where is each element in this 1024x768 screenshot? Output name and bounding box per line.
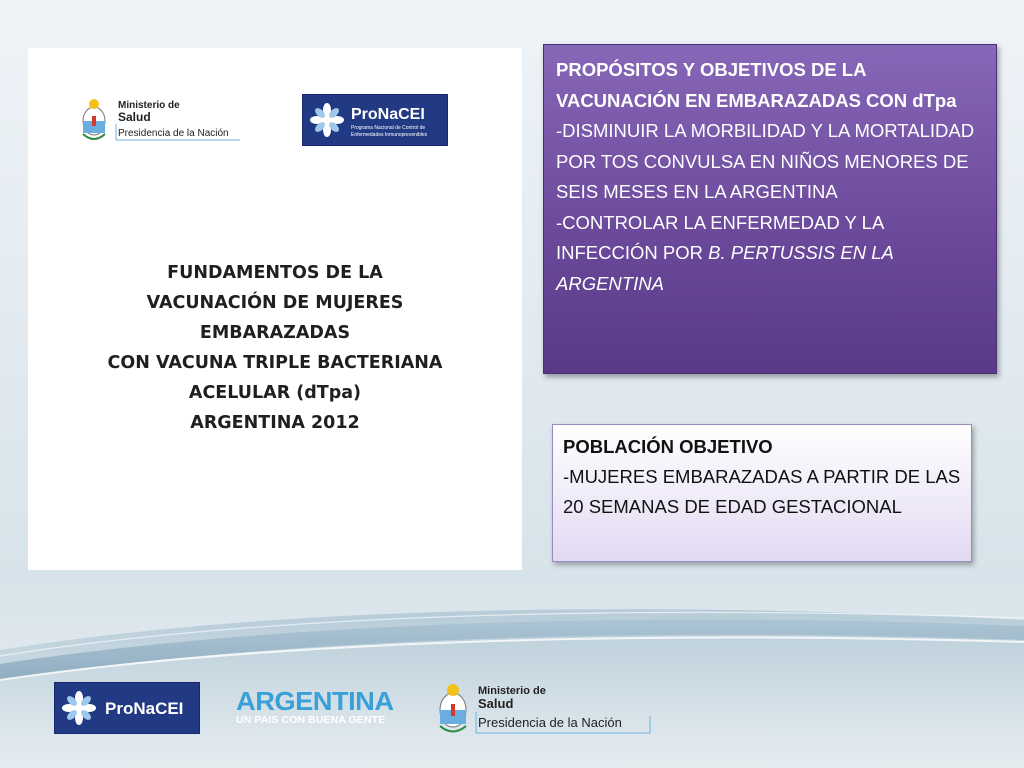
ministry-logo-line3: Presidencia de la Nación bbox=[118, 128, 229, 139]
footer-ministry-line2: Salud bbox=[478, 696, 514, 711]
pronacei-sub2: Enfermedades Inmunoprevenibles bbox=[351, 132, 428, 138]
argentina-logo bbox=[236, 688, 406, 730]
document-title-line: ACELULAR (dTpa) bbox=[188, 383, 362, 403]
flower-icon bbox=[310, 103, 344, 137]
objective-item bbox=[556, 208, 986, 300]
objectives-box bbox=[543, 44, 997, 374]
flower-icon bbox=[62, 691, 96, 725]
argentina-tagline: UN PAIS CON BUENA GENTE bbox=[236, 714, 386, 726]
pronacei-sub1: Programa Nacional de Control de bbox=[351, 125, 426, 131]
ministry-logo bbox=[80, 94, 250, 146]
document-title-line: VACUNACIÓN DE MUJERES bbox=[146, 293, 404, 313]
population-text: -MUJERES EMBARAZADAS A PARTIR DE LAS 20 SEMANAS DE EDAD GESTACIONAL bbox=[563, 466, 961, 517]
document-title-line: FUNDAMENTOS DE LA bbox=[167, 263, 383, 283]
objectives-heading: PROPÓSITOS Y OBJETIVOS DE LA VACUNACIÓN EN EMBARAZADAS CON dTpa bbox=[556, 59, 957, 111]
footer-pronacei-logo bbox=[54, 682, 200, 734]
document-title-line: CON VACUNA TRIPLE BACTERIANA bbox=[107, 353, 443, 373]
coat-of-arms-icon bbox=[83, 99, 105, 139]
footer-pronacei-name: ProNaCEI bbox=[105, 699, 184, 718]
pronacei-logo bbox=[302, 94, 448, 146]
footer-ministry-line1: Ministerio de bbox=[478, 685, 546, 697]
population-box bbox=[552, 424, 972, 562]
argentina-wordmark: ARGENTINA bbox=[236, 686, 394, 716]
objective-item: -DISMINUIR LA MORBILIDAD Y LA MORTALIDAD POR TOS CONVULSA EN NIÑOS MENORES DE SEIS MESES EN LA ARGENTINA bbox=[556, 120, 975, 202]
footer-ministry-logo bbox=[436, 680, 652, 738]
document-title bbox=[48, 258, 502, 438]
objective-item-italic: B. PERTUSSIS EN LA ARGENTINA bbox=[556, 242, 894, 294]
population-heading: POBLACIÓN OBJETIVO bbox=[563, 436, 773, 457]
pronacei-name: ProNaCEI bbox=[351, 106, 425, 123]
document-title-line: EMBARAZADAS bbox=[199, 323, 351, 343]
document-title-line: ARGENTINA 2012 bbox=[190, 413, 360, 433]
footer-ministry-line3: Presidencia de la Nación bbox=[478, 715, 622, 730]
ministry-logo-line1: Ministerio de bbox=[118, 100, 180, 111]
coat-of-arms-icon bbox=[440, 684, 466, 732]
ministry-logo-line2: Salud bbox=[118, 110, 151, 124]
objective-item-text: -CONTROLAR LA ENFERMEDAD Y LA INFECCIÓN POR bbox=[556, 211, 884, 263]
document-cover bbox=[28, 48, 522, 570]
